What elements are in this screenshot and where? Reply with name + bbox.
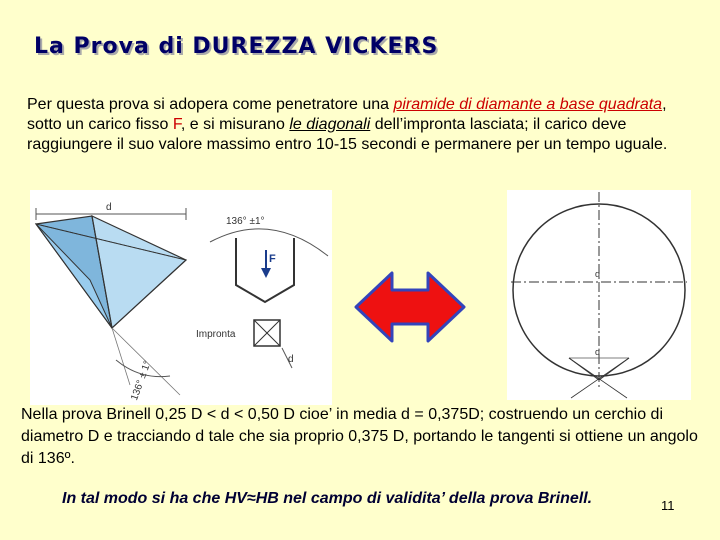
vickers-pyramid-figure xyxy=(30,190,332,405)
intro-text-2: , sotto un carico fisso xyxy=(27,96,667,133)
intro-text-4: dell’impronta lasciata; il carico deve raggiungere il suo valore massimo entro 10-15 secondi e permanere per un tempo uguale. xyxy=(27,116,668,153)
double-arrow-icon xyxy=(354,270,466,344)
force-label-fig: F xyxy=(269,253,276,265)
double-arrow-svg xyxy=(354,270,466,344)
force-arrow-icon xyxy=(261,268,271,278)
intro-paragraph xyxy=(27,95,697,155)
conclusion-text: In tal modo si ha che HV≈HB nel campo di validita’ della prova Brinell. xyxy=(62,490,593,507)
angle-label-top: 136° ±1° xyxy=(226,216,265,227)
page-number: 11 xyxy=(661,498,675,513)
diagonals-phrase: le diagonali xyxy=(289,116,371,133)
angle-label-bottom: 136° ± 1° xyxy=(129,359,154,402)
d-label-mid: d xyxy=(595,269,601,279)
d-label-low: d xyxy=(595,347,601,357)
d-label-side: d xyxy=(288,354,294,365)
force-symbol: F xyxy=(172,116,181,133)
d-label-top: d xyxy=(106,202,112,213)
intro-text-1: Per questa prova si adopera come penetratore una xyxy=(27,96,394,113)
intro-text-3: , e si misurano xyxy=(180,116,290,133)
impronta-label: Impronta xyxy=(196,329,236,340)
brinell-circle-figure xyxy=(507,190,691,400)
angle-arc-top xyxy=(210,229,328,256)
brinell-circle-svg xyxy=(507,190,691,400)
page-title: La Prova di DUREZZA VICKERS xyxy=(34,34,439,59)
diamond-pyramid-phrase: piramide di diamante a base quadrata xyxy=(393,96,663,113)
vickers-pyramid-svg xyxy=(30,190,332,405)
brinell-paragraph: Nella prova Brinell 0,25 D < d < 0,50 D cioe’ in media d = 0,375D; costruendo un cerchio di diametro D e tracciando d tale che sia proprio 0,375 D, portando le tangenti si ottiene un angolo di 136º. xyxy=(21,406,698,467)
